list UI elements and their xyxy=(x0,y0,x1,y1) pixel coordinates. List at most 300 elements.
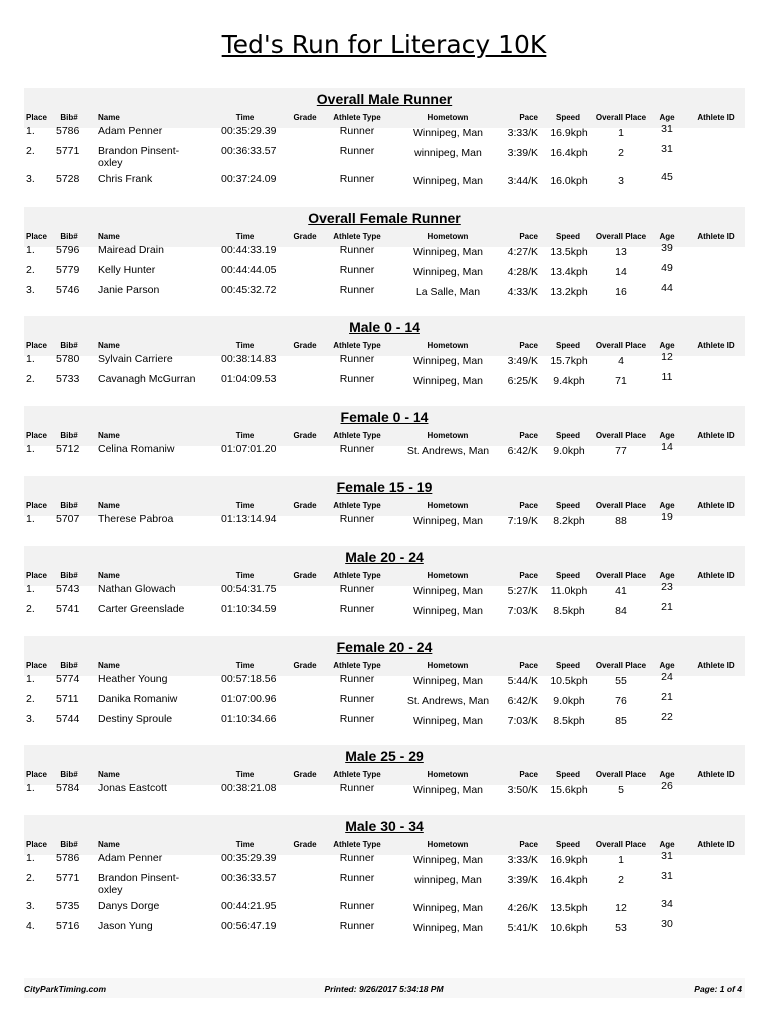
cell-type: Runner xyxy=(339,713,375,725)
cell-type: Runner xyxy=(339,782,375,794)
section-title: Male 30 - 34 xyxy=(345,818,424,834)
cell-pace: 6:25/K xyxy=(507,375,538,387)
cell-bib: 5716 xyxy=(56,920,80,932)
cell-pace: 4:26/K xyxy=(507,902,538,914)
cell-speed: 16.4kph xyxy=(550,874,588,886)
section-title: Male 20 - 24 xyxy=(345,549,424,565)
column-header-bib: Bib# xyxy=(60,661,78,670)
column-header-grade: Grade xyxy=(293,431,317,440)
cell-speed: 16.9kph xyxy=(550,127,588,139)
cell-overall: 71 xyxy=(615,375,627,387)
column-header-speed: Speed xyxy=(555,501,580,510)
cell-bib: 5771 xyxy=(56,872,80,884)
cell-hometown: Winnipeg, Man xyxy=(412,922,484,934)
cell-hometown: Winnipeg, Man xyxy=(412,585,484,597)
footer-page: Page: 1 of 4 xyxy=(694,984,742,994)
table-row xyxy=(0,713,768,733)
cell-pace: 6:42/K xyxy=(507,695,538,707)
runner-name-line: oxley xyxy=(98,884,123,896)
column-header-place: Place xyxy=(26,661,47,670)
cell-age: 21 xyxy=(661,601,673,613)
table-row xyxy=(0,173,768,193)
column-header-bib: Bib# xyxy=(60,113,78,122)
cell-pace: 5:44/K xyxy=(507,675,538,687)
column-header-age: Age xyxy=(659,431,675,440)
runner-name-line: Cavanagh McGurran xyxy=(98,373,196,385)
column-header-speed: Speed xyxy=(555,770,580,779)
cell-hometown: Winnipeg, Man xyxy=(412,246,484,258)
cell-place: 1. xyxy=(26,443,35,455)
cell-hometown: Winnipeg, Man xyxy=(412,854,484,866)
column-header-athlete-id: Athlete ID xyxy=(697,571,735,580)
cell-place: 1. xyxy=(26,244,35,256)
cell-time: 00:56:47.19 xyxy=(221,920,277,932)
cell-overall: 12 xyxy=(615,902,627,914)
column-header-speed: Speed xyxy=(555,232,580,241)
table-row xyxy=(0,284,768,304)
column-header-hometown: Hometown xyxy=(427,571,469,580)
cell-place: 2. xyxy=(26,603,35,615)
cell-pace: 7:03/K xyxy=(507,605,538,617)
runner-name-line: Jonas Eastcott xyxy=(98,782,167,794)
cell-overall: 88 xyxy=(615,515,627,527)
column-header-bib: Bib# xyxy=(60,232,78,241)
section-title: Male 25 - 29 xyxy=(345,748,424,764)
section-header xyxy=(24,476,745,516)
column-header-grade: Grade xyxy=(293,232,317,241)
cell-place: 3. xyxy=(26,173,35,185)
runner-name-line: Chris Frank xyxy=(98,173,153,185)
column-header-athlete-id: Athlete ID xyxy=(697,661,735,670)
column-header-pace: Pace xyxy=(519,770,538,779)
column-header-name: Name xyxy=(98,840,120,849)
cell-time: 00:38:21.08 xyxy=(221,782,277,794)
column-header-time: Time xyxy=(235,232,255,241)
column-header-place: Place xyxy=(26,341,47,350)
column-header-place: Place xyxy=(26,770,47,779)
cell-time: 00:35:29.39 xyxy=(221,852,277,864)
runner-name-line: Danika Romaniw xyxy=(98,693,178,705)
column-header-pace: Pace xyxy=(519,661,538,670)
column-header-speed: Speed xyxy=(555,571,580,580)
section-header xyxy=(24,316,745,356)
runner-name xyxy=(98,173,216,185)
runner-name xyxy=(98,920,216,932)
column-header-bib: Bib# xyxy=(60,571,78,580)
cell-hometown: Winnipeg, Man xyxy=(412,675,484,687)
cell-age: 31 xyxy=(661,143,673,155)
column-header-grade: Grade xyxy=(293,341,317,350)
cell-age: 26 xyxy=(661,780,673,792)
cell-type: Runner xyxy=(339,603,375,615)
column-header-place: Place xyxy=(26,840,47,849)
runner-name-line: oxley xyxy=(98,157,123,169)
runner-name xyxy=(98,852,216,864)
column-header-hometown: Hometown xyxy=(427,341,469,350)
cell-place: 1. xyxy=(26,125,35,137)
runner-name xyxy=(98,713,216,725)
column-header-age: Age xyxy=(659,770,675,779)
column-header-overall: Overall Place xyxy=(595,571,647,580)
cell-bib: 5744 xyxy=(56,713,80,725)
cell-type: Runner xyxy=(339,920,375,932)
column-header-place: Place xyxy=(26,431,47,440)
cell-speed: 8.5kph xyxy=(553,715,585,727)
cell-time: 01:04:09.53 xyxy=(221,373,277,385)
runner-name xyxy=(98,673,216,685)
cell-bib: 5786 xyxy=(56,852,80,864)
runner-name xyxy=(98,244,216,256)
section-header xyxy=(24,815,745,855)
cell-hometown: Winnipeg, Man xyxy=(412,515,484,527)
column-header-grade: Grade xyxy=(293,571,317,580)
cell-age: 24 xyxy=(661,671,673,683)
cell-age: 39 xyxy=(661,242,673,254)
cell-place: 3. xyxy=(26,284,35,296)
column-header-hometown: Hometown xyxy=(427,501,469,510)
table-row xyxy=(0,852,768,872)
table-row xyxy=(0,143,768,169)
cell-age: 14 xyxy=(661,441,673,453)
cell-speed: 16.9kph xyxy=(550,854,588,866)
runner-name-line: Kelly Hunter xyxy=(98,264,156,276)
runner-name xyxy=(98,900,216,912)
column-header-overall: Overall Place xyxy=(595,113,647,122)
cell-overall: 2 xyxy=(618,874,624,886)
column-header-name: Name xyxy=(98,341,120,350)
column-header-grade: Grade xyxy=(293,113,317,122)
column-header-type: Athlete Type xyxy=(333,232,381,241)
column-header-time: Time xyxy=(235,341,255,350)
cell-time: 00:44:21.95 xyxy=(221,900,277,912)
cell-place: 1. xyxy=(26,673,35,685)
cell-bib: 5728 xyxy=(56,173,80,185)
cell-place: 1. xyxy=(26,353,35,365)
cell-bib: 5741 xyxy=(56,603,80,615)
runner-name xyxy=(98,782,216,794)
cell-type: Runner xyxy=(339,353,375,365)
column-header-hometown: Hometown xyxy=(427,661,469,670)
cell-hometown: Winnipeg, Man xyxy=(412,127,484,139)
cell-type: Runner xyxy=(339,125,375,137)
column-header-place: Place xyxy=(26,232,47,241)
column-header-age: Age xyxy=(659,661,675,670)
page-title: Ted's Run for Literacy 10K xyxy=(221,30,547,59)
cell-age: 45 xyxy=(661,171,673,183)
cell-pace: 3:44/K xyxy=(507,175,538,187)
cell-time: 00:36:33.57 xyxy=(221,145,277,157)
cell-hometown: Winnipeg, Man xyxy=(412,902,484,914)
cell-age: 19 xyxy=(661,511,673,523)
table-row xyxy=(0,782,768,802)
runner-name xyxy=(98,284,216,296)
cell-type: Runner xyxy=(339,513,375,525)
column-header-athlete-id: Athlete ID xyxy=(697,232,735,241)
cell-pace: 7:19/K xyxy=(507,515,538,527)
column-header-hometown: Hometown xyxy=(427,840,469,849)
cell-hometown: Winnipeg, Man xyxy=(412,375,484,387)
column-header-pace: Pace xyxy=(519,840,538,849)
cell-bib: 5771 xyxy=(56,145,80,157)
cell-type: Runner xyxy=(339,173,375,185)
column-header-time: Time xyxy=(235,770,255,779)
runner-name xyxy=(98,872,216,896)
table-row xyxy=(0,264,768,284)
cell-speed: 11.0kph xyxy=(550,585,588,597)
column-header-pace: Pace xyxy=(519,113,538,122)
cell-type: Runner xyxy=(339,145,375,157)
section-title: Female 20 - 24 xyxy=(336,639,433,655)
runner-name-line: Brandon Pinsent- xyxy=(98,872,180,884)
section-title: Overall Female Runner xyxy=(308,210,461,226)
cell-time: 01:07:01.20 xyxy=(221,443,277,455)
cell-hometown: La Salle, Man xyxy=(415,286,481,298)
cell-overall: 1 xyxy=(618,854,624,866)
cell-place: 1. xyxy=(26,583,35,595)
runner-name xyxy=(98,125,216,137)
column-header-overall: Overall Place xyxy=(595,840,647,849)
column-header-grade: Grade xyxy=(293,840,317,849)
runner-name xyxy=(98,353,216,365)
cell-pace: 6:42/K xyxy=(507,445,538,457)
cell-hometown: winnipeg, Man xyxy=(414,147,482,159)
cell-hometown: St. Andrews, Man xyxy=(406,445,490,457)
cell-pace: 4:27/K xyxy=(507,246,538,258)
cell-bib: 5712 xyxy=(56,443,80,455)
column-header-time: Time xyxy=(235,571,255,580)
column-header-athlete-id: Athlete ID xyxy=(697,770,735,779)
cell-hometown: Winnipeg, Man xyxy=(412,605,484,617)
column-header-hometown: Hometown xyxy=(427,232,469,241)
column-header-name: Name xyxy=(98,501,120,510)
column-header-name: Name xyxy=(98,661,120,670)
cell-type: Runner xyxy=(339,872,375,884)
cell-speed: 13.4kph xyxy=(550,266,588,278)
table-row xyxy=(0,603,768,623)
cell-overall: 53 xyxy=(615,922,627,934)
cell-speed: 10.5kph xyxy=(550,675,588,687)
cell-time: 00:44:44.05 xyxy=(221,264,277,276)
column-header-time: Time xyxy=(235,501,255,510)
column-header-name: Name xyxy=(98,431,120,440)
table-row xyxy=(0,583,768,603)
cell-overall: 2 xyxy=(618,147,624,159)
column-header-speed: Speed xyxy=(555,840,580,849)
cell-type: Runner xyxy=(339,244,375,256)
section-title: Male 0 - 14 xyxy=(349,319,420,335)
cell-pace: 3:33/K xyxy=(507,854,538,866)
cell-place: 3. xyxy=(26,713,35,725)
cell-type: Runner xyxy=(339,852,375,864)
cell-age: 12 xyxy=(661,351,673,363)
table-row xyxy=(0,513,768,533)
column-header-overall: Overall Place xyxy=(595,232,647,241)
cell-time: 00:57:18.56 xyxy=(221,673,277,685)
cell-pace: 4:28/K xyxy=(507,266,538,278)
cell-pace: 3:49/K xyxy=(507,355,538,367)
table-row xyxy=(0,920,768,940)
column-header-type: Athlete Type xyxy=(333,840,381,849)
cell-pace: 3:39/K xyxy=(507,874,538,886)
cell-pace: 3:33/K xyxy=(507,127,538,139)
cell-bib: 5779 xyxy=(56,264,80,276)
column-header-place: Place xyxy=(26,501,47,510)
cell-speed: 15.7kph xyxy=(550,355,588,367)
cell-overall: 41 xyxy=(615,585,627,597)
footer-site: CityParkTiming.com xyxy=(24,984,107,994)
column-header-place: Place xyxy=(26,571,47,580)
column-header-pace: Pace xyxy=(519,431,538,440)
section-header xyxy=(24,88,745,128)
cell-time: 00:36:33.57 xyxy=(221,872,277,884)
runner-name-line: Janie Parson xyxy=(98,284,160,296)
column-header-name: Name xyxy=(98,113,120,122)
cell-age: 21 xyxy=(661,691,673,703)
column-header-athlete-id: Athlete ID xyxy=(697,341,735,350)
cell-time: 01:10:34.66 xyxy=(221,713,277,725)
cell-hometown: Winnipeg, Man xyxy=(412,784,484,796)
runner-name xyxy=(98,583,216,595)
column-header-type: Athlete Type xyxy=(333,341,381,350)
column-header-age: Age xyxy=(659,232,675,241)
cell-type: Runner xyxy=(339,583,375,595)
table-row xyxy=(0,125,768,145)
cell-pace: 5:27/K xyxy=(507,585,538,597)
column-header-athlete-id: Athlete ID xyxy=(697,501,735,510)
cell-bib: 5711 xyxy=(56,693,79,705)
column-header-hometown: Hometown xyxy=(427,770,469,779)
cell-type: Runner xyxy=(339,284,375,296)
cell-type: Runner xyxy=(339,900,375,912)
column-header-overall: Overall Place xyxy=(595,770,647,779)
column-header-bib: Bib# xyxy=(60,840,78,849)
cell-pace: 5:41/K xyxy=(507,922,538,934)
cell-overall: 84 xyxy=(615,605,627,617)
runner-name xyxy=(98,145,216,169)
table-row xyxy=(0,693,768,713)
runner-name-line: Heather Young xyxy=(98,673,168,685)
runner-name-line: Sylvain Carriere xyxy=(98,353,173,365)
table-row xyxy=(0,353,768,373)
runner-name-line: Carter Greenslade xyxy=(98,603,185,615)
column-header-grade: Grade xyxy=(293,501,317,510)
column-header-type: Athlete Type xyxy=(333,770,381,779)
cell-speed: 9.0kph xyxy=(553,445,585,457)
column-header-name: Name xyxy=(98,571,120,580)
results-section xyxy=(0,815,768,955)
column-header-type: Athlete Type xyxy=(333,431,381,440)
runner-name-line: Therese Pabroa xyxy=(98,513,174,525)
runner-name-line: Brandon Pinsent- xyxy=(98,145,180,157)
cell-speed: 10.6kph xyxy=(550,922,588,934)
cell-bib: 5746 xyxy=(56,284,80,296)
cell-type: Runner xyxy=(339,264,375,276)
cell-overall: 4 xyxy=(618,355,624,367)
cell-place: 1. xyxy=(26,513,35,525)
footer-printed: Printed: 9/26/2017 5:34:18 PM xyxy=(324,984,444,994)
cell-hometown: Winnipeg, Man xyxy=(412,175,484,187)
table-row xyxy=(0,244,768,264)
table-row xyxy=(0,443,768,463)
cell-place: 4. xyxy=(26,920,35,932)
cell-age: 31 xyxy=(661,850,673,862)
runner-name-line: Adam Penner xyxy=(98,852,163,864)
column-header-type: Athlete Type xyxy=(333,571,381,580)
cell-speed: 8.5kph xyxy=(553,605,585,617)
column-header-age: Age xyxy=(659,840,675,849)
cell-overall: 3 xyxy=(618,175,624,187)
column-header-overall: Overall Place xyxy=(595,341,647,350)
cell-overall: 76 xyxy=(615,695,627,707)
column-header-type: Athlete Type xyxy=(333,113,381,122)
column-header-type: Athlete Type xyxy=(333,661,381,670)
table-row xyxy=(0,870,768,896)
cell-time: 00:44:33.19 xyxy=(221,244,277,256)
cell-pace: 7:03/K xyxy=(507,715,538,727)
cell-bib: 5733 xyxy=(56,373,80,385)
column-header-name: Name xyxy=(98,232,120,241)
table-row xyxy=(0,673,768,693)
column-header-pace: Pace xyxy=(519,571,538,580)
cell-type: Runner xyxy=(339,673,375,685)
cell-hometown: Winnipeg, Man xyxy=(412,355,484,367)
cell-age: 34 xyxy=(661,898,673,910)
cell-hometown: winnipeg, Man xyxy=(414,874,482,886)
cell-speed: 13.5kph xyxy=(550,902,588,914)
column-header-bib: Bib# xyxy=(60,341,78,350)
cell-place: 1. xyxy=(26,782,35,794)
cell-overall: 14 xyxy=(615,266,627,278)
cell-speed: 13.5kph xyxy=(550,246,588,258)
column-header-speed: Speed xyxy=(555,431,580,440)
column-header-grade: Grade xyxy=(293,770,317,779)
cell-place: 2. xyxy=(26,264,35,276)
cell-age: 11 xyxy=(661,371,673,383)
runner-name xyxy=(98,373,216,385)
table-row xyxy=(0,900,768,920)
column-header-hometown: Hometown xyxy=(427,113,469,122)
cell-time: 00:35:29.39 xyxy=(221,125,277,137)
cell-bib: 5707 xyxy=(56,513,80,525)
cell-time: 00:38:14.83 xyxy=(221,353,277,365)
cell-speed: 16.4kph xyxy=(550,147,588,159)
cell-overall: 5 xyxy=(618,784,624,796)
column-header-overall: Overall Place xyxy=(595,661,647,670)
cell-pace: 4:33/K xyxy=(507,286,538,298)
cell-place: 2. xyxy=(26,373,35,385)
cell-age: 22 xyxy=(661,711,673,723)
cell-hometown: Winnipeg, Man xyxy=(412,715,484,727)
section-header xyxy=(24,636,745,676)
column-header-overall: Overall Place xyxy=(595,431,647,440)
cell-overall: 77 xyxy=(615,445,627,457)
runner-name-line: Danys Dorge xyxy=(98,900,160,912)
section-header xyxy=(24,546,745,586)
table-row xyxy=(0,373,768,393)
cell-bib: 5786 xyxy=(56,125,80,137)
column-header-age: Age xyxy=(659,571,675,580)
cell-age: 31 xyxy=(661,870,673,882)
column-header-pace: Pace xyxy=(519,341,538,350)
runner-name-line: Adam Penner xyxy=(98,125,163,137)
cell-speed: 8.2kph xyxy=(553,515,585,527)
column-header-overall: Overall Place xyxy=(595,501,647,510)
runner-name xyxy=(98,693,216,705)
column-header-bib: Bib# xyxy=(60,431,78,440)
column-header-time: Time xyxy=(235,431,255,440)
cell-pace: 3:50/K xyxy=(507,784,538,796)
cell-type: Runner xyxy=(339,443,375,455)
